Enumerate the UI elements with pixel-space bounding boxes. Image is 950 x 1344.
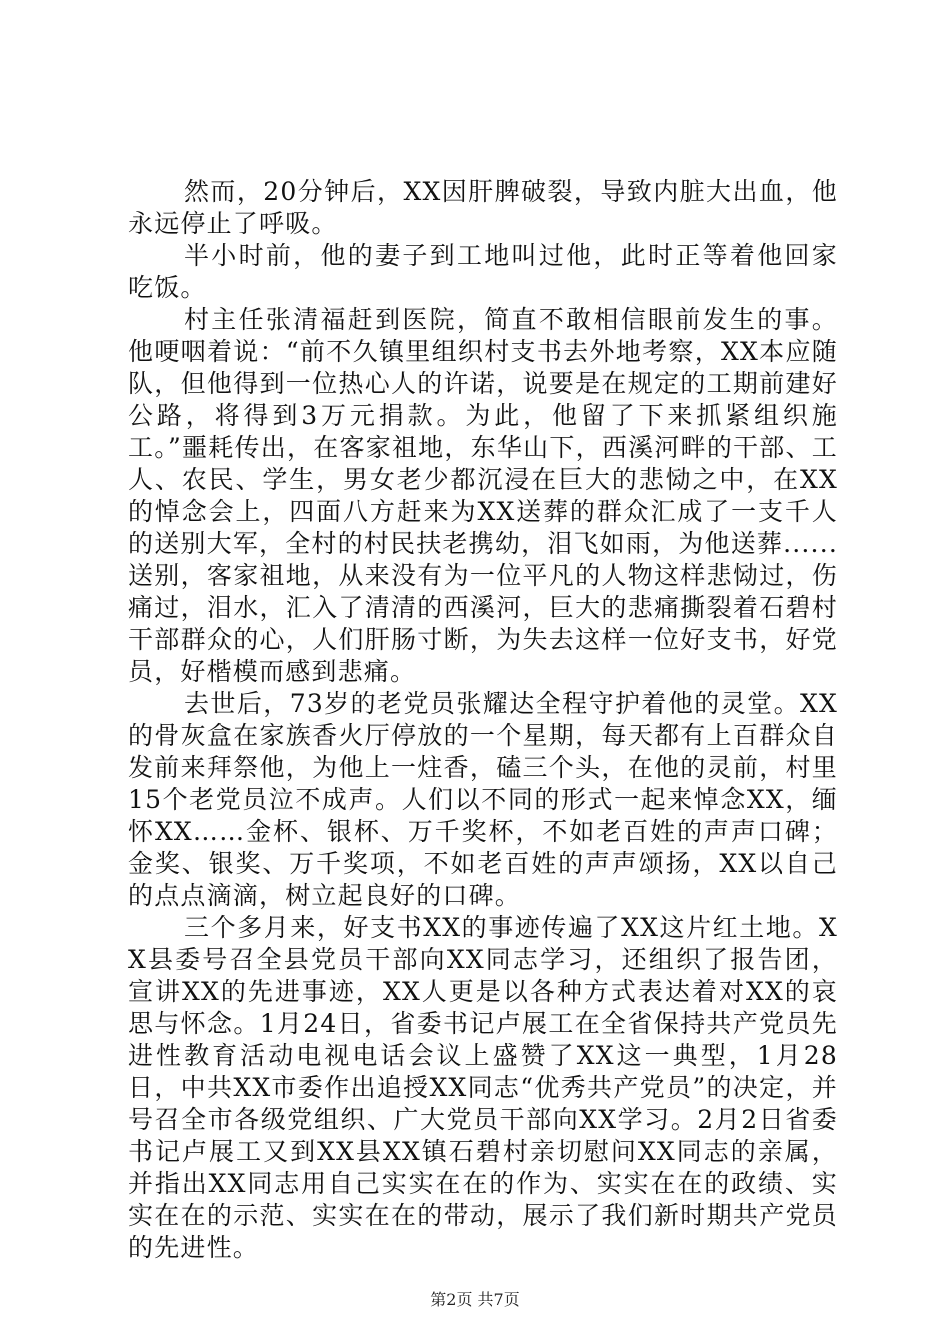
- document-body: [128, 176, 838, 1264]
- paragraph-1: 然而，20分钟后，XX因肝脾破裂，导致内脏大出血，他永远停止了呼吸。: [128, 177, 838, 238]
- paragraph-3: 村主任张清福赶到医院，简直不敢相信眼前发生的事。他哽咽着说：“前不久镇里组织村支书去外地考察，XX本应随队，但他得到一位热心人的许诺，说要是在规定的工期前建好公路，将得到3万元捐款。为此，他留了下来抓紧组织施工。”噩耗传出，在客家祖地，东华山下，西溪河畔的干部、工人、农民、学生，男女老少都沉浸在巨大的悲恸之中，在XX的悼念会上，四面八方赶来为XX送葬的群众汇成了一支千人的送别大军，全村的村民扶老携幼，泪飞如雨，为他送葬......送别，客家祖地，从来没有为一位平凡的人物这样悲恸过，伤痛过，泪水，汇入了清清的西溪河，巨大的悲痛撕裂着石碧村干部群众的心，人们肝肠寸断，为失去这样一位好支书，好党员，好楷模而感到悲痛。: [128, 305, 838, 686]
- paragraph-2: 半小时前，他的妻子到工地叫过他，此时正等着他回家吃饭。: [128, 241, 838, 302]
- paragraph-5: 三个多月来，好支书XX的事迹传遍了XX这片红土地。XX县委号召全县党员干部向XX同志学习，还组织了报告团，宣讲XX的先进事迹，XX人更是以各种方式表达着对XX的哀思与怀念。1月24日，省委书记卢展工在全省保持共产党员先进性教育活动电视电话会议上盛赞了XX这一典型，1月28日，中共XX市委作出追授XX同志“优秀共产党员”的决定，并号召全市各级党组织、广大党员干部向XX学习。2月2日省委书记卢展工又到XX县XX镇石碧村亲切慰问XX同志的亲属，并指出XX同志用自己实实在在的作为、实实在在的政绩、实实在在的示范、实实在在的带动，展示了我们新时期共产党员的先进性。: [128, 913, 838, 1262]
- page-number-footer: 第2页 共7页: [430, 1290, 520, 1309]
- paragraph-4: 去世后，73岁的老党员张耀达全程守护着他的灵堂。XX的骨灰盒在家族香火厅停放的一个星期，每天都有上百群众自发前来拜祭他，为他上一炷香，磕三个头，在他的灵前，村里15个老党员泣不成声。人们以不同的形式一起来悼念XX，缅怀XX……金杯、银杯、万千奖杯，不如老百姓的声声口碑；金奖、银奖、万千奖项，不如老百姓的声声颂扬，XX以自己的点点滴滴，树立起良好的口碑。: [128, 689, 838, 910]
